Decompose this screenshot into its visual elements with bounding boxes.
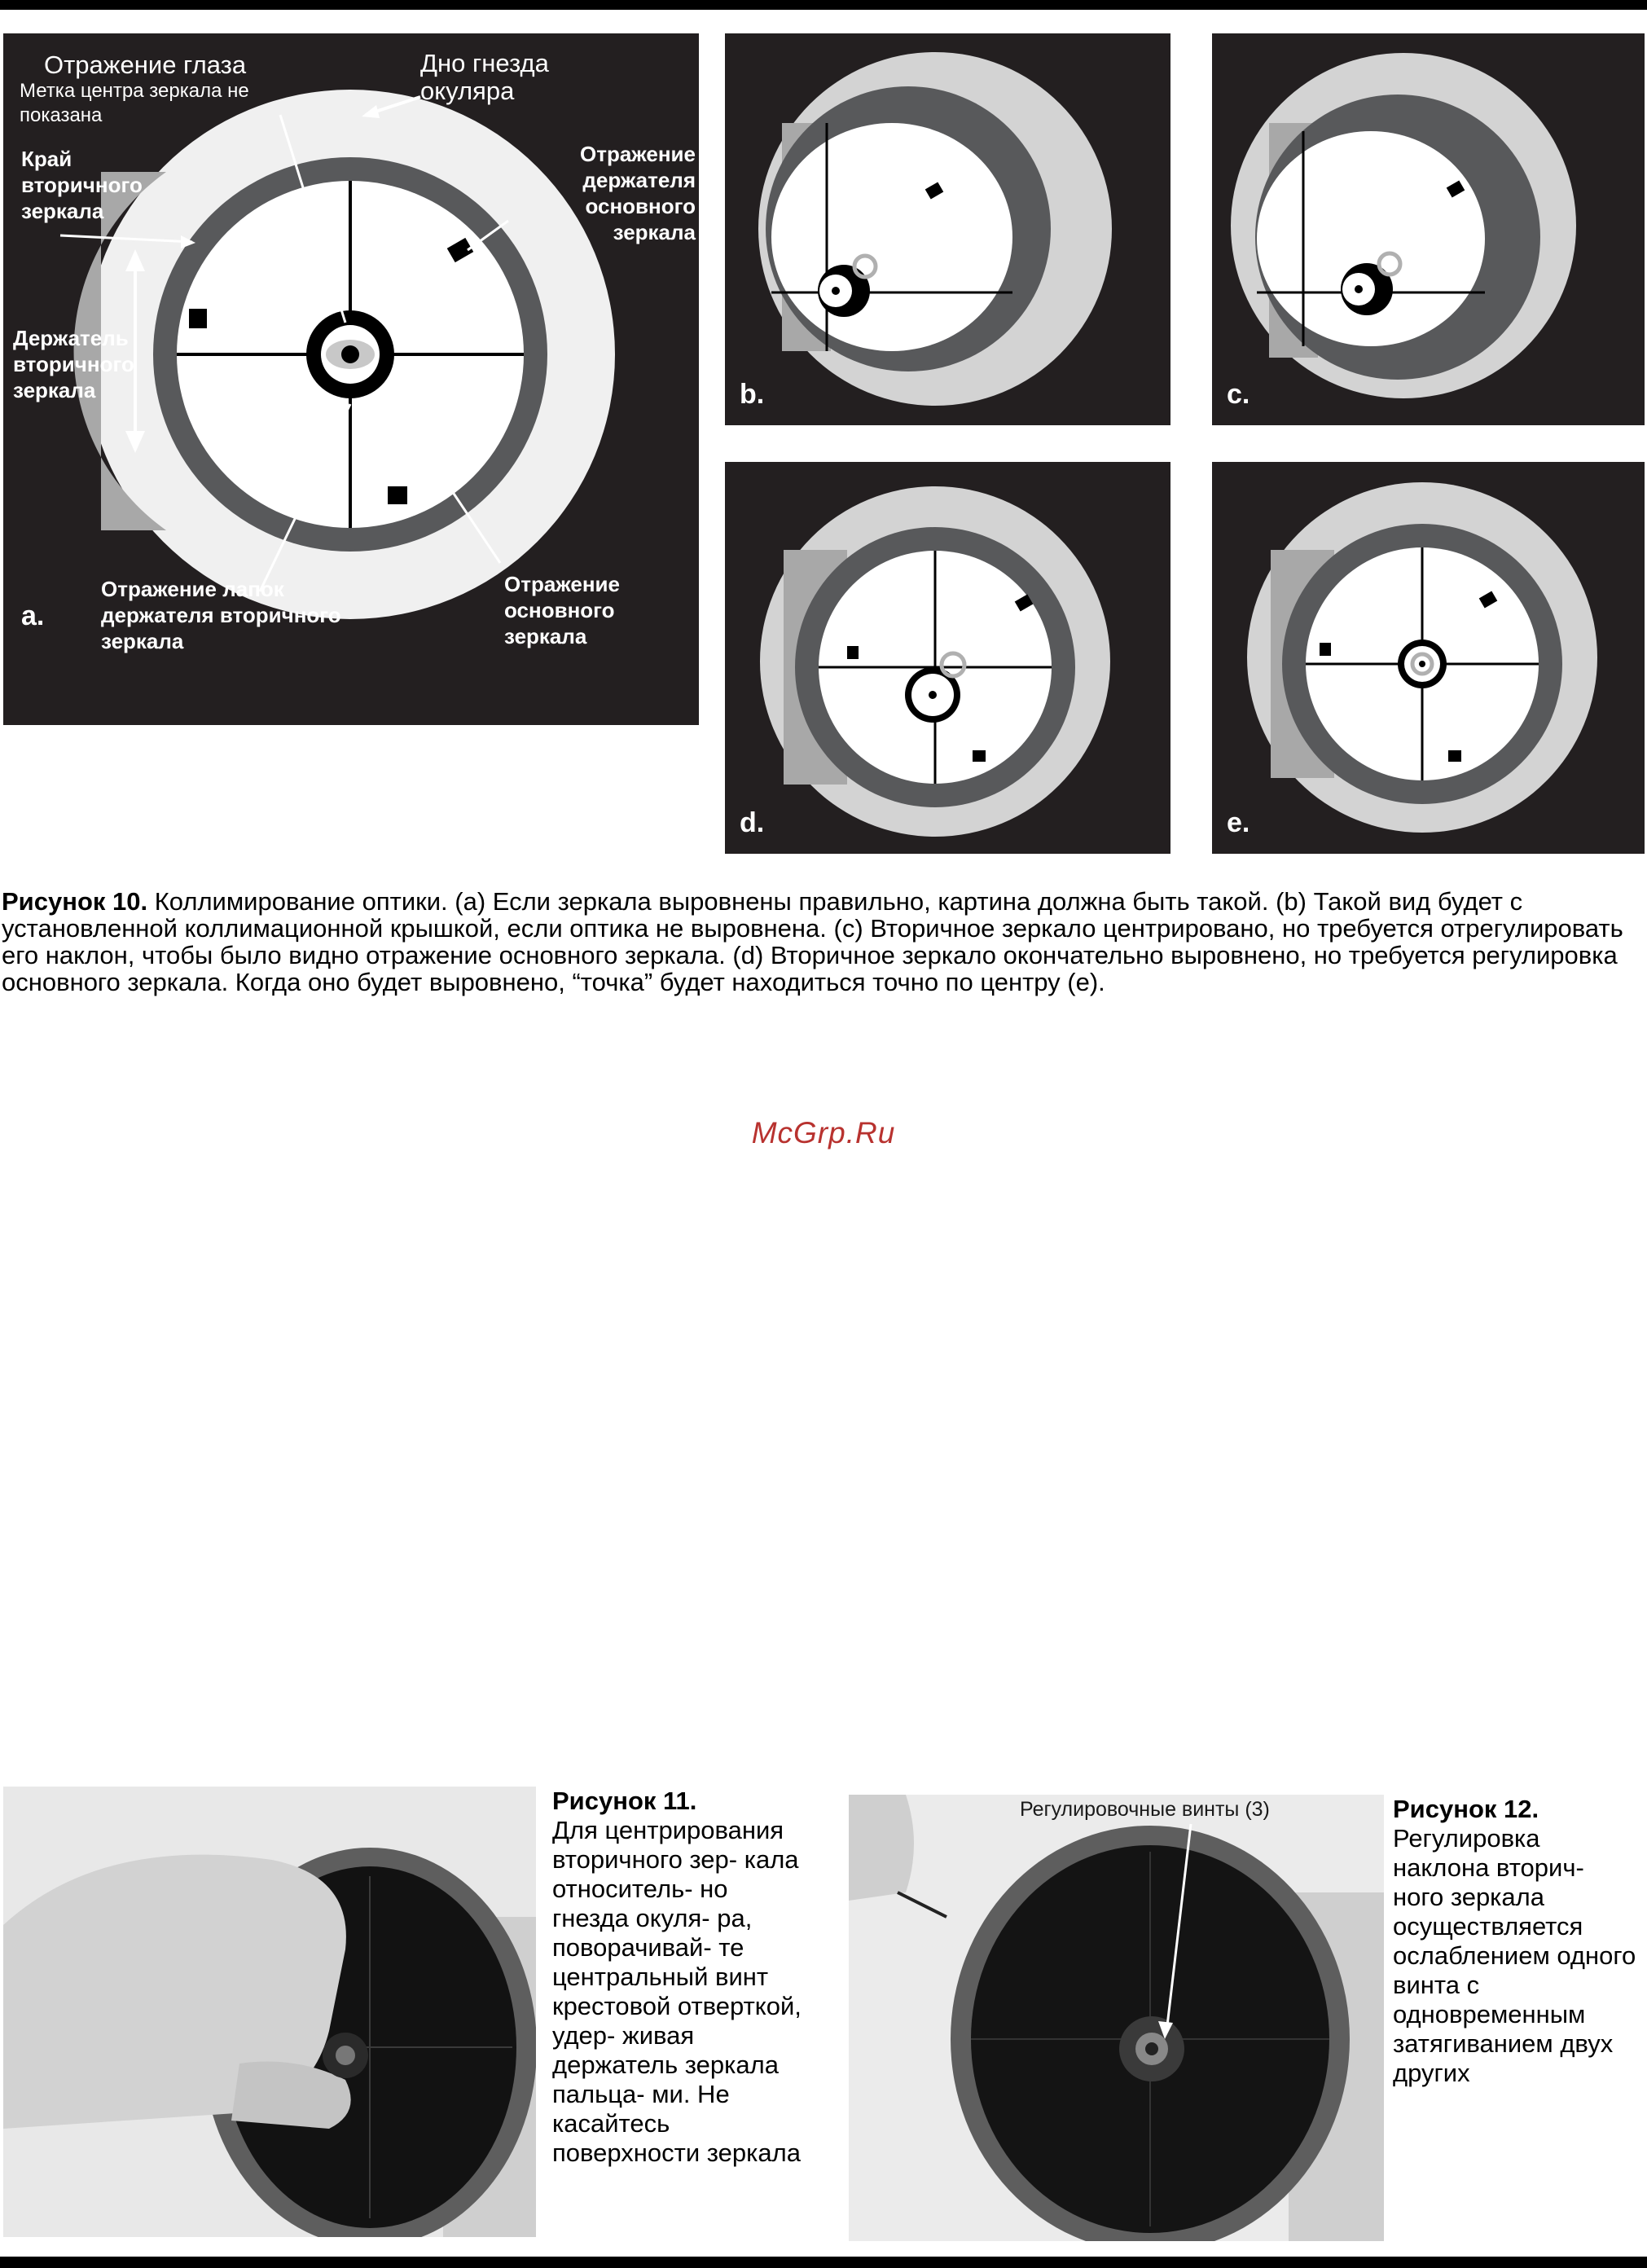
figure-12-title: Рисунок 12. (1393, 1795, 1539, 1823)
panel-label-e: e. (1227, 807, 1250, 838)
figure-12-body: Регулировка наклона вторич- ного зеркала осуществляется ослаблением одного винта с одновременным затягиванием двух других (1393, 1824, 1636, 2087)
label-eye-reflection: Отражение глаза (44, 51, 247, 79)
collimation-diagram-c (1212, 33, 1645, 425)
figure-10-caption-text: Коллимирование оптики. (а) Если зеркала выровнены правильно, картина должна быть такой. (b) Такой вид будет с установленной коллимационной крышкой, если оптика не выровнена. (с) Вторичное зеркало центрировано, но требуется отрегулировать его наклон, чтобы было видно отражение основного зеркала. (d) Вторичное зеркало окончательно выровнено, но требуется регулировка основного зеркала. Когда оно будет выровнено, “точка” будет находиться точно по центру (е). (2, 887, 1623, 996)
panel-label-c: c. (1227, 379, 1250, 410)
top-rule (0, 0, 1647, 10)
figure-12-text (1393, 1795, 1641, 2088)
figure-11-body: Для центрирования вторичного зер- кала относитель- но гнезда окуля- ра, поворачивай- те центральный винт крестовой отверткой, удер- живая держатель зеркала пальца- ми. Не касайтесь поверхности зеркала (552, 1816, 802, 2167)
label-secondary-holder: Держатель вторичного зеркала (13, 326, 134, 402)
panel-label-b: b. (740, 379, 765, 410)
bottom-rule (0, 2257, 1647, 2268)
label-secondary-edge: Край вторичного зеркала (21, 147, 143, 223)
figure-11-photo (3, 1787, 536, 2237)
figure-10c-panel (1212, 33, 1645, 425)
figure-10-caption-title: Рисунок 10. (2, 887, 148, 916)
figure-10a-panel (3, 33, 699, 725)
collimation-diagram-e (1212, 462, 1645, 854)
adjustment-screws-label: Регулировочные винты (3) (1020, 1798, 1270, 1821)
figure-10e-panel (1212, 462, 1645, 854)
telescope-tube-photo-12 (849, 1795, 1384, 2241)
figure-10d-panel (725, 462, 1170, 854)
watermark: McGrp.Ru (751, 1116, 896, 1149)
panel-label-d: d. (740, 807, 765, 838)
figure-11-title: Рисунок 11. (552, 1787, 697, 1815)
label-primary-reflection: Отражение основного зеркала (504, 572, 620, 648)
label-primary-holder-reflection: Отражение держателя основного зеркала (580, 142, 696, 244)
panel-label-a: a. (21, 600, 45, 631)
telescope-tube-photo-11 (3, 1787, 536, 2237)
figure-10-caption (2, 888, 1645, 996)
figure-12-photo (849, 1795, 1384, 2241)
label-focuser-bottom: Дно гнезда окуляра (420, 49, 549, 105)
figure-10b-panel (725, 33, 1170, 425)
label-vane-reflection: Отражение лапок держателя вторичного зеркала (101, 577, 341, 653)
figure-11-text (552, 1787, 810, 2168)
collimation-diagram-d (725, 462, 1170, 854)
collimation-diagram-b (725, 33, 1170, 425)
label-center-mark-note: Метка центра зеркала не показана (20, 80, 249, 126)
